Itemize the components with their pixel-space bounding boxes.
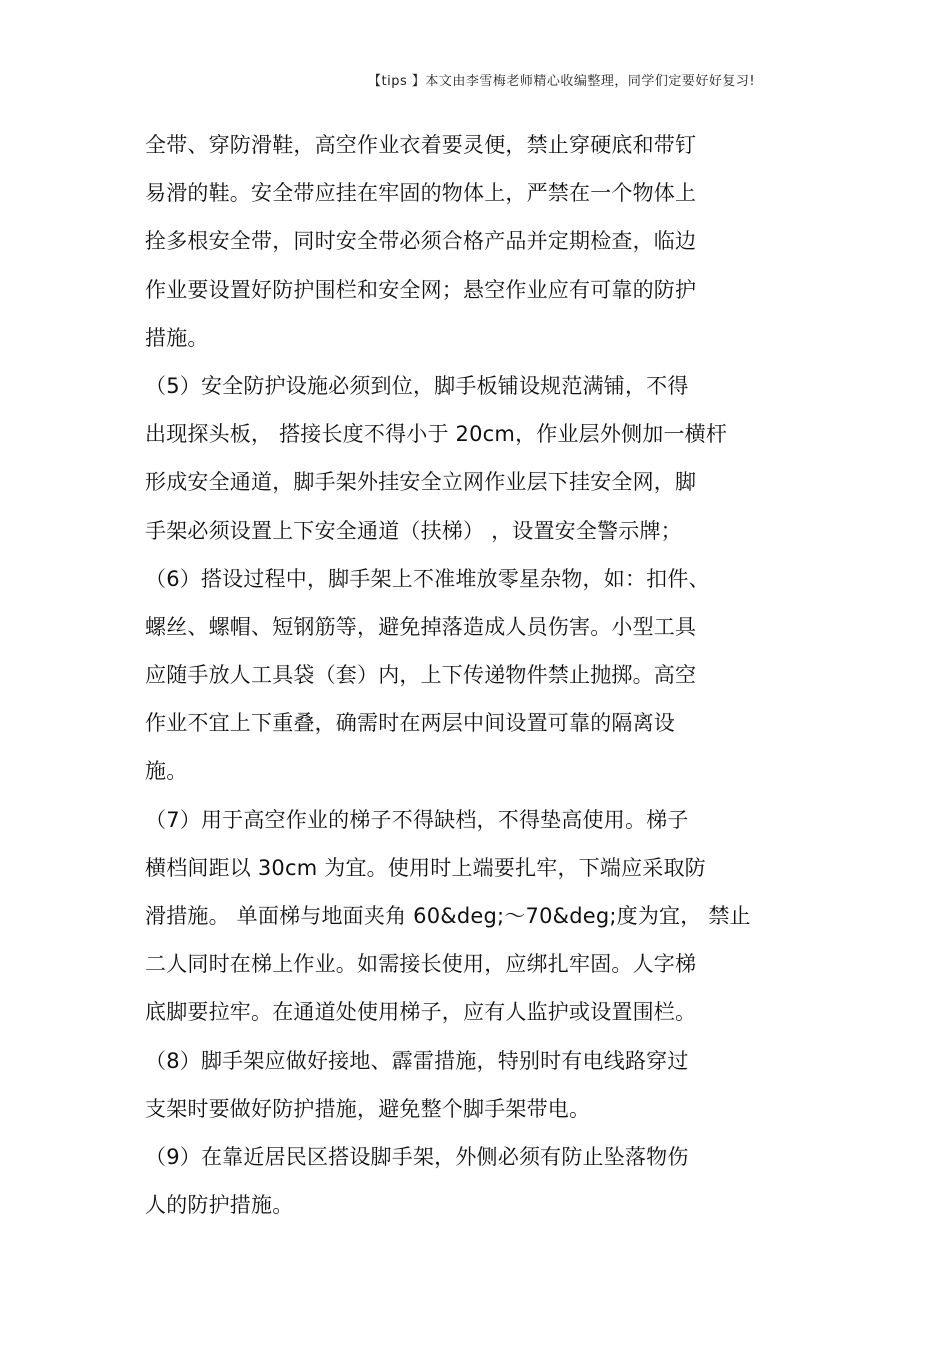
body-line: 手架必须设置上下安全通道（扶梯） ，设置安全警示牌；: [145, 518, 682, 543]
body-line: 形成安全通道，脚手架外挂安全立网作业层下挂安全网，脚: [145, 470, 697, 495]
body-line: 支架时要做好防护措施，避免整个脚手架带电。: [145, 1096, 591, 1121]
document-body: [145, 125, 835, 1233]
body-line: 拴多根安全带，同时安全带必须合格产品并定期检查，临边: [145, 229, 697, 254]
body-line: 螺丝、螺帽、短钢筋等，避免掉落造成人员伤害。小型工具: [145, 614, 697, 639]
body-line: 施。: [145, 759, 188, 784]
body-line: 出现探头板， 搭接长度不得小于 20cm，作业层外侧加一横杆: [145, 422, 728, 447]
body-line: 底脚要拉牢。在通道处使用梯子，应有人监护或设置围栏。: [145, 1000, 697, 1025]
body-line: （6）搭设过程中，脚手架上不准堆放零星杂物，如：扣件、: [145, 566, 710, 591]
body-line: 应随手放人工具袋（套）内，上下传递物件禁止抛掷。高空: [145, 663, 697, 688]
body-line: 易滑的鞋。安全带应挂在牢固的物体上，严禁在一个物体上: [145, 181, 697, 206]
body-line: （8）脚手架应做好接地、霹雷措施，特别时有电线路穿过: [145, 1048, 689, 1073]
body-line: 全带、穿防滑鞋，高空作业衣着要灵便，禁止穿硬底和带钉: [145, 133, 697, 157]
body-line: 作业要设置好防护围栏和安全网；悬空作业应有可靠的防护: [145, 277, 697, 302]
body-line: 滑措施。 单面梯与地面夹角 60&deg;～70&deg;度为宜， 禁止: [145, 904, 751, 928]
body-line: （9）在靠近居民区搭设脚手架，外侧必须有防止坠落物伤: [145, 1144, 689, 1169]
body-line: 二人同时在梯上作业。如需接长使用，应绑扎牢固。人字梯: [145, 952, 697, 977]
body-line: （7）用于高空作业的梯子不得缺档，不得垫高使用。梯子: [145, 807, 689, 832]
body-line: 人的防护措施。: [145, 1193, 294, 1218]
body-line: （5）安全防护设施必须到位，脚手板铺设规范满铺，不得: [145, 373, 689, 398]
body-line: 措施。: [145, 325, 209, 350]
body-line: 作业不宜上下重叠，确需时在两层中间设置可靠的隔离设: [145, 711, 675, 736]
body-line: 横档间距以 30cm 为宜。使用时上端要扎牢，下端应采取防: [145, 855, 706, 880]
header-tip: 【tips 】本文由李雪梅老师精心收编整理，同学们定要好好复习!: [368, 74, 756, 89]
